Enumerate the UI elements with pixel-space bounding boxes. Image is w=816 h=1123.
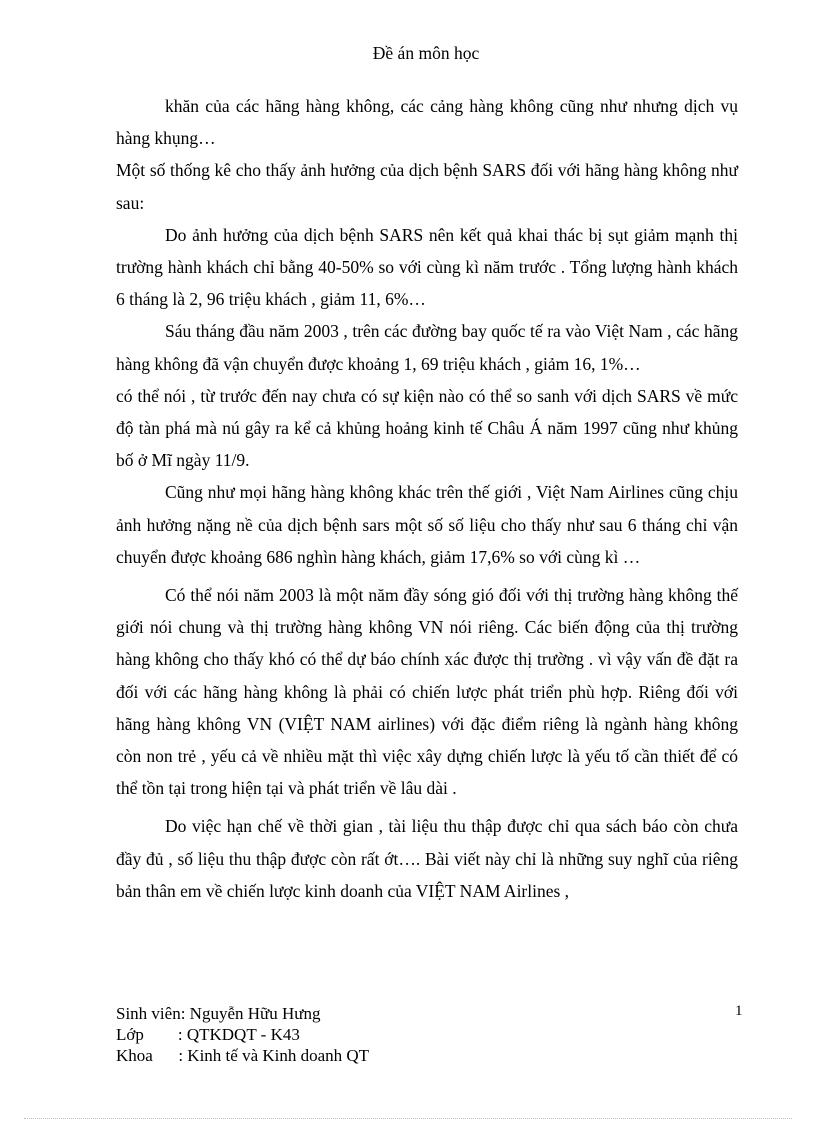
paragraph-2: Một số thống kê cho thấy ảnh hưởng của dịch bệnh SARS đối với hãng hàng không như sau: <box>116 160 738 213</box>
paragraph-3: Do ảnh hưởng của dịch bệnh SARS nên kết quả khai thác bị sụt giảm mạnh thị trường hành khách chỉ bằng 40-50% so với cùng kì năm trước . Tổng lượng hành khách 6 tháng là 2, 96 triệu khách , giảm 11, 6%… <box>116 224 738 310</box>
footer-class: Lớp : QTKDQT - K43 <box>116 1025 300 1044</box>
footer-faculty: Khoa : Kinh tế và Kinh doanh QT <box>116 1046 370 1065</box>
paragraph-5: có thể nói , từ trước đến nay chưa có sự kiện nào có thể so sanh với dịch SARS về mức độ tàn phá mà nú gây ra kể cả khủng hoảng kinh tế Châu Á năm 1997 cũng như khủng bố ở Mĩ ngày 11/9. <box>116 385 738 471</box>
document-body <box>116 90 738 907</box>
paragraph-8: Do việc hạn chế về thời gian , tài liệu thu thập được chỉ qua sách báo còn chưa đầy đủ , số liệu thu thập được còn rất ớt…. Bài viết này chỉ là những suy nghĩ của riêng bản thân em về chiến lược kinh doanh của VIỆT NAM Airlines , <box>116 816 738 901</box>
page-number: 1 <box>735 1003 743 1019</box>
paragraph-7: Có thể nói năm 2003 là một năm đầy sóng gió đối với thị trường hàng không thế giới nói chung và thị trường hàng không VN nói riêng. Các biến động của thị trường hàng không cho thấy khó có thể dự báo chính xác được thị trường . vì vậy vấn đề đặt ra đối với các hãng hàng không là phải có chiến lược phát triển phù hợp. Riêng đối với hãng hàng không VN (VIỆT NAM airlines) với đặc điểm riêng là ngành hàng không còn non trẻ , yếu cả về nhiều mặt thì việc xây dựng chiến lược là yếu tố cần thiết để có thể tồn tại trong hiện tại và phát triển về lâu dài . <box>116 585 738 799</box>
paragraph-6: Cũng như mọi hãng hàng không khác trên thế giới , Việt Nam Airlines cũng chịu ảnh hưởng nặng nề của dịch bệnh sars một số số liệu cho thấy như sau 6 tháng chỉ vận chuyển được khoảng 686 nghìn hàng khách, giảm 17,6% so với cùng kì … <box>116 482 738 567</box>
paragraph-1: khăn của các hãng hàng không, các cảng hàng không cũng như nhưng dịch vụ hàng khụng… <box>116 96 738 149</box>
page-footer <box>116 1003 369 1066</box>
page-header-title: Đề án môn học <box>372 43 480 63</box>
paragraph-4: Sáu tháng đầu năm 2003 , trên các đường bay quốc tế ra vào Việt Nam , các hãng hàng không đã vận chuyển được khoảng 1, 69 triệu khách , giảm 16, 1%… <box>116 321 738 374</box>
footer-student: Sinh viên: Nguyễn Hữu Hưng <box>116 1004 321 1023</box>
page-bottom-divider <box>24 1118 792 1119</box>
